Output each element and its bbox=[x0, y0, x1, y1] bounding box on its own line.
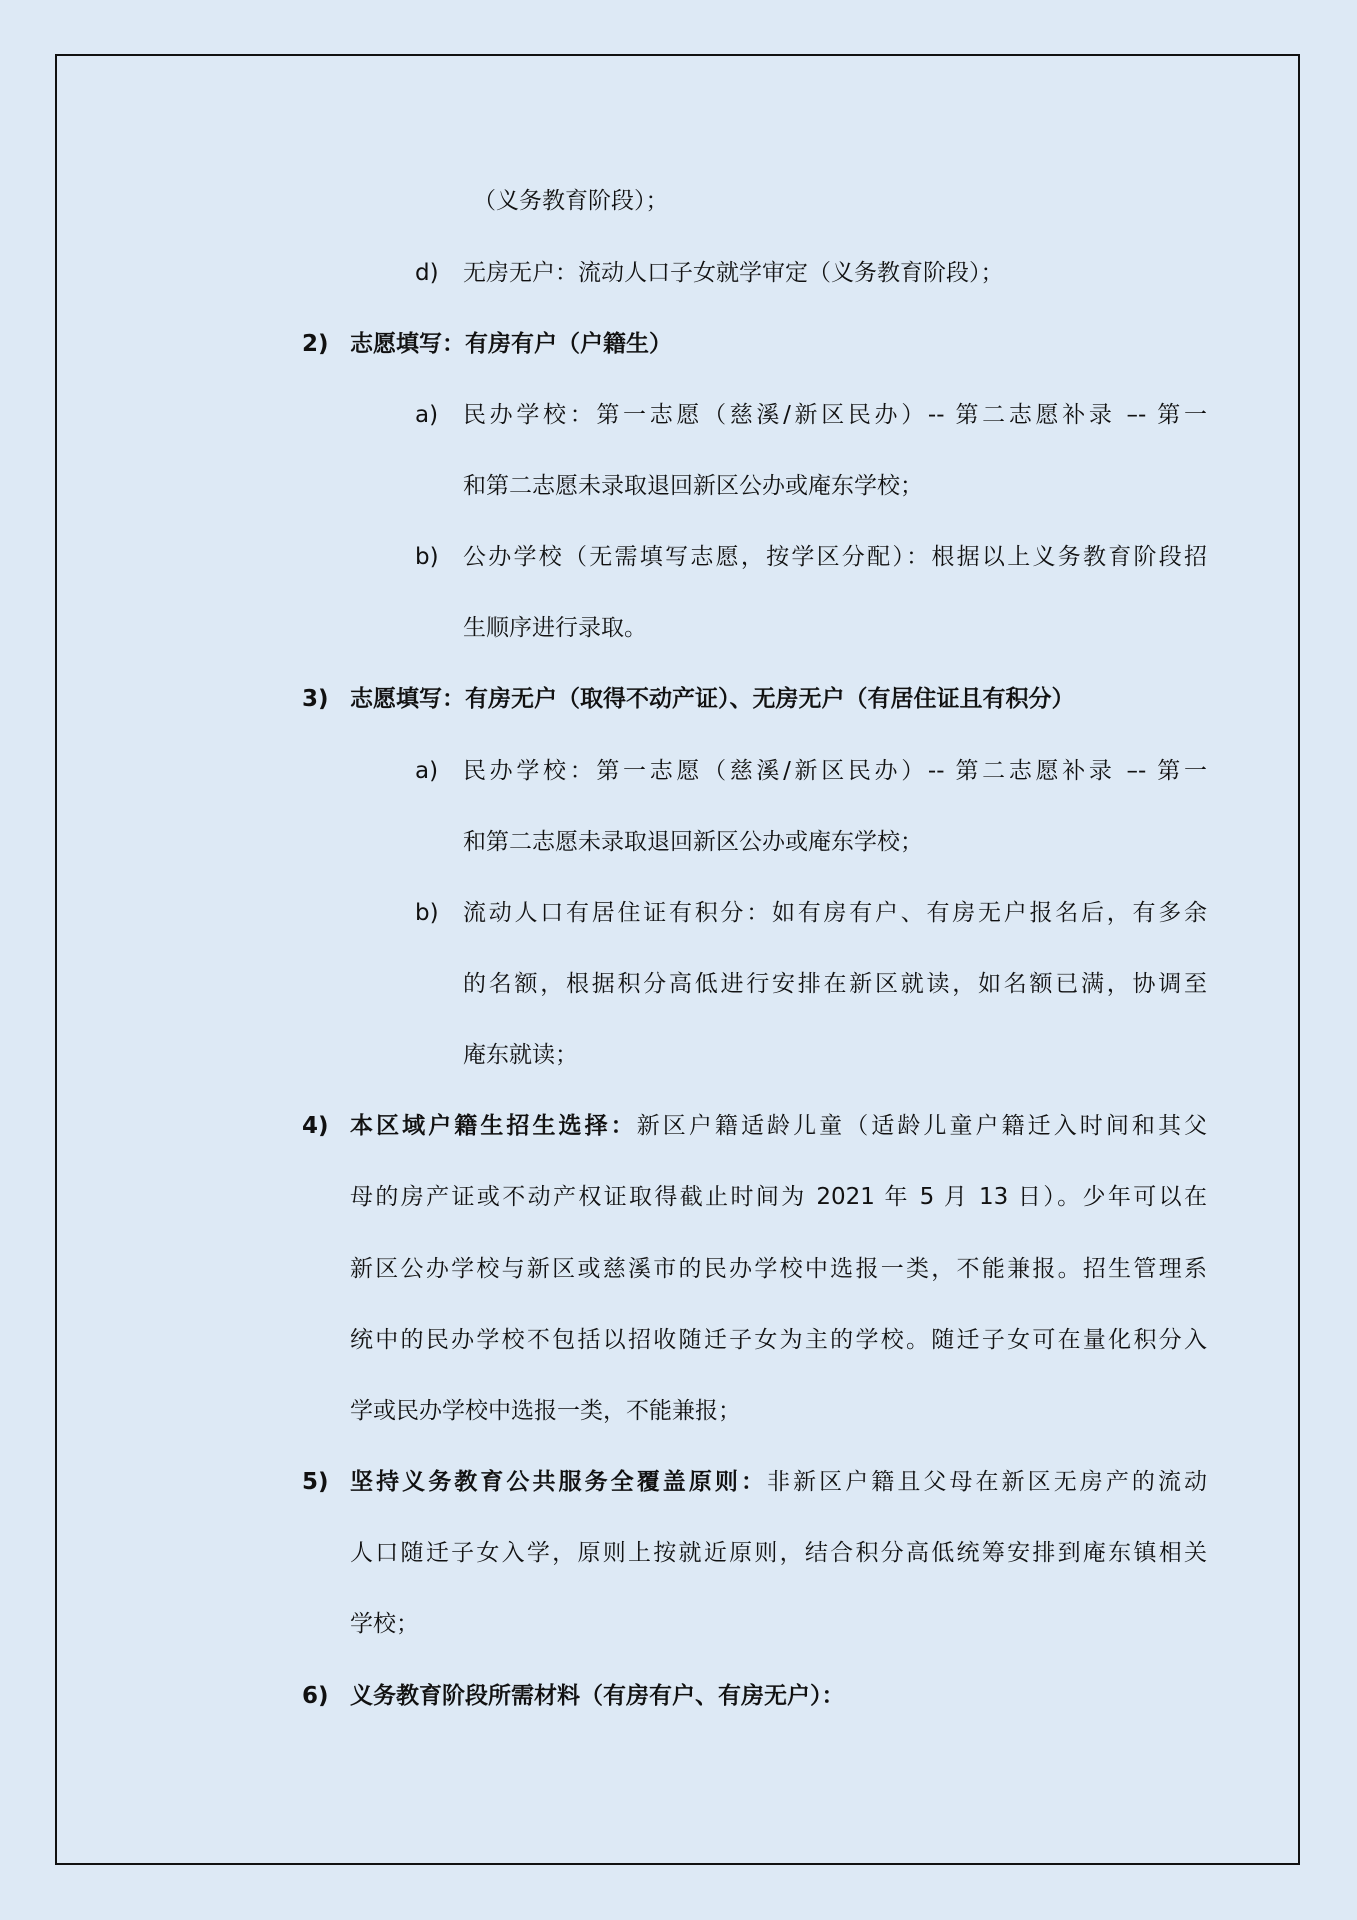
list-number-6: 6) bbox=[302, 1683, 329, 1709]
text-line bbox=[350, 1111, 1207, 1141]
text-line bbox=[463, 258, 1004, 288]
text-line: 母的房产证或不动产权证取得截止时间为 2021 年 5 月 13 日）。少年可以在 bbox=[350, 1184, 1207, 1210]
text-line: 人口随迁子女入学，原则上按就近原则，结合积分高低统筹安排到庵东镇相关 bbox=[350, 1540, 1207, 1566]
list-number-5: 5) bbox=[302, 1469, 329, 1495]
heading-text: 志愿填写：有房有户（户籍生） bbox=[350, 331, 672, 357]
text-line: 民办学校：第一志愿（慈溪/新区民办）-- 第二志愿补录 –- 第一 bbox=[463, 758, 1207, 784]
text-line: 学校； bbox=[350, 1611, 419, 1637]
text-line: 和第二志愿未录取退回新区公办或庵东学校； bbox=[463, 829, 923, 855]
list-marker-b: b) bbox=[415, 544, 439, 570]
document-page bbox=[55, 54, 1300, 1865]
text-line bbox=[473, 186, 669, 216]
text-line: 公办学校（无需填写志愿，按学区分配）：根据以上义务教育阶段招 bbox=[463, 544, 1207, 570]
list-number-3: 3) bbox=[302, 686, 329, 712]
list-marker-a: a) bbox=[415, 758, 439, 784]
text-line: 的名额，根据积分高低进行安排在新区就读，如名额已满，协调至 bbox=[463, 971, 1207, 997]
list-marker-a: a) bbox=[415, 402, 439, 428]
text-line: 庵东就读； bbox=[463, 1042, 578, 1068]
section-heading bbox=[350, 329, 672, 359]
text-line: 新区公办学校与新区或慈溪市的民办学校中选报一类，不能兼报。招生管理系 bbox=[350, 1256, 1207, 1282]
section-heading: 义务教育阶段所需材料（有房有户、有房无户）： bbox=[350, 1683, 845, 1709]
section-heading: 志愿填写：有房无户（取得不动产证）、无房无户（有居住证且有积分） bbox=[350, 686, 1075, 712]
line-text: （义务教育阶段）； bbox=[473, 188, 669, 214]
line-text: 新区户籍适龄儿童（适龄儿童户籍迁入时间和其父 bbox=[636, 1113, 1207, 1139]
line-text: 无房无户：流动人口子女就学审定（义务教育阶段）； bbox=[463, 260, 1004, 286]
list-number-2: 2) bbox=[302, 331, 329, 357]
text-line: 统中的民办学校不包括以招收随迁子女为主的学校。随迁子女可在量化积分入 bbox=[350, 1327, 1207, 1353]
text-line: 和第二志愿未录取退回新区公办或庵东学校； bbox=[463, 473, 923, 499]
line-text: 非新区户籍且父母在新区无房产的流动 bbox=[767, 1469, 1207, 1495]
inline-heading: 坚持义务教育公共服务全覆盖原则： bbox=[350, 1469, 767, 1495]
list-number-4: 4) bbox=[302, 1113, 329, 1139]
list-marker-b: b) bbox=[415, 900, 439, 926]
text-line bbox=[350, 1467, 1207, 1497]
inline-heading: 本区域户籍生招生选择： bbox=[350, 1113, 637, 1139]
text-line: 学或民办学校中选报一类，不能兼报； bbox=[350, 1398, 741, 1424]
text-line: 民办学校：第一志愿（慈溪/新区民办）-- 第二志愿补录 –- 第一 bbox=[463, 402, 1207, 428]
text-line: 生顺序进行录取。 bbox=[463, 615, 647, 641]
text-line: 流动人口有居住证有积分：如有房有户、有房无户报名后，有多余 bbox=[463, 900, 1207, 926]
list-marker-d: d) bbox=[415, 260, 439, 286]
